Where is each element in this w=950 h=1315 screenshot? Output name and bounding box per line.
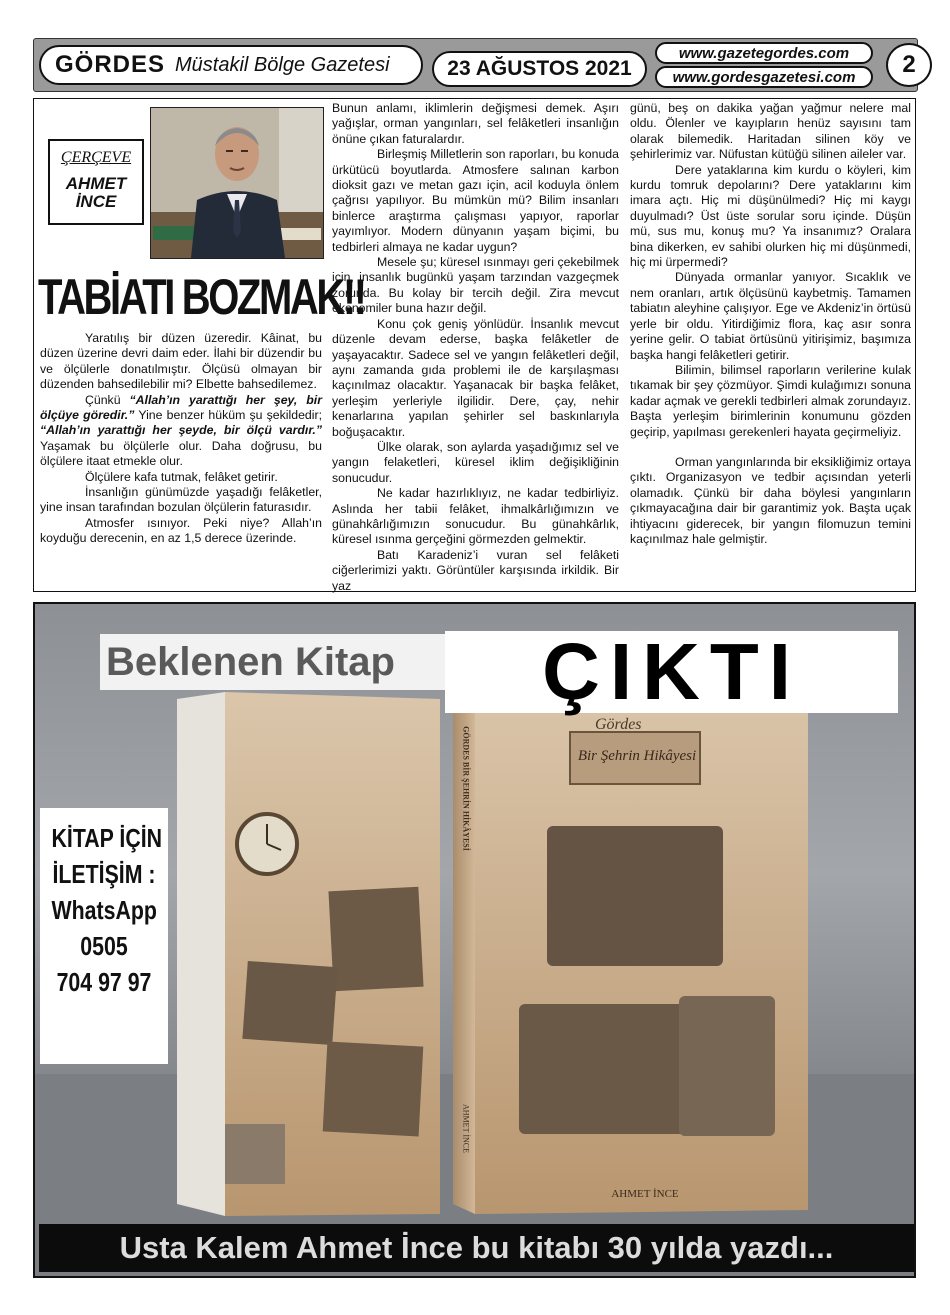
book-author: AHMET İNCE: [611, 1188, 679, 1200]
paragraph: Dünyada ormanlar yanıyor. Sıcaklık ve nem oranları, artık ölçüsünü kaybetmiş. Tamamen tabiatın aleyhine çalışıyor. Ege ve Akdeniz’in örtüsü yerle bir oldu. Yitirdiğimiz flora, kaç asır sonra yerine gelir. O tabiat örtüsünü yitirişimiz, başımıza başka hangi felâketleri getirir.: [630, 270, 911, 362]
book-spine-author: AHMET İNCE: [461, 1104, 471, 1153]
book-title-banner-text: Bir Şehrin Hikâyesi: [577, 748, 697, 764]
article-column-3: [630, 101, 911, 547]
paragraph: Birleşmiş Milletlerin son raporları, bu konuda ürkütücü boyutlarda. Atmosfere salınan karbon dioksit gazı ve metan gazı için, acil koduyla önlem çağrısı yapılıyor. Bu mümkün mü? Bilim insanları binlerce araştırma çalışması yapıyor, raporlar yayımlıyor. Modern dünyanın yaşam biçimi, bu tedbirleri almaya ne kadar uygun?: [332, 147, 619, 254]
paragraph: Bunun anlamı, iklimlerin değişmesi demek. Aşırı yağışlar, orman yangınları, sel felâketleri insanlığın önüne çıkan faturalardır.: [332, 101, 619, 146]
paragraph: Bilimin, bilimsel raporların verilerine kulak tıkamak bir şey çözmüyor. Şimdi kulağımızı sonuna kadar açmak ve gerekli tedbirleri almak zorundayız. Başta yerleşim birimlerinin konumunu gözden geçirip, yapılması gerekenleri hayata geçirmeliyiz.: [630, 362, 911, 439]
page-number: 2: [886, 43, 932, 87]
ad-bottom-caption: Usta Kalem Ahmet İnce bu kitabı 30 yılda yazdı...: [39, 1224, 914, 1272]
paragraph-with-quotes: Çünkü “Allah’ın yarattığı her şey, bir ölçüye göredir.” Yine benzer hüküm şu şekildedir; “Allah’ın yarattığı her şeyde, bir ölçü vardır.” Yaşamak bu ölçülerle olur. Daha doğrusu, bu ölçülere itaat etmekle olur.: [40, 392, 322, 469]
author-name-line1: AHMET: [65, 174, 127, 193]
paragraph: İnsanlığın günümüzde yaşadığı felâketler, yine insan tarafından bozulan ölçülerin faturasıdır.: [40, 485, 322, 515]
quote: “Allah’ın yarattığı her şeyde, bir ölçü vardır.”: [40, 423, 322, 438]
article-box: [33, 98, 916, 592]
paragraph: Konu çok geniş yönlüdür. İnsanlık mevcut düzenle devam ederse, başka felâketler de yaşayacaktır. Sadece sel ve yangın felâketleri değil, aynı zamanda gıda problemi ile de karşılaşması kaçınılmaz olacaktır. Yaşanacak bir başka felâket, yerleşim yerleriyle ilgilidir. Dere, çay, nehir kenarlarına yapılan şehirler sel baskınlarıyla boğuşacaktır.: [332, 316, 619, 439]
website-link-1[interactable]: www.gazetegordes.com: [655, 42, 873, 64]
paragraph: Orman yangınlarında bir eksikliğimiz ortaya çıktı. Organizasyon ve tedbir açısından yeterli olamadık. Çünkü bir daha böylesi yangınların çıkmayacağına dair bir garantimiz yok. Başta uçak ihtiyacını giderecek, bir yangın filomuzun temini kaçınılmaz hale gelmiştir.: [630, 454, 911, 546]
article-column-2: [332, 101, 619, 594]
masthead-bar: [33, 38, 918, 92]
book-advertisement: [33, 602, 916, 1278]
phone-number-part2[interactable]: 704 97 97: [56, 967, 152, 997]
paragraph: Yaratılış bir düzen üzeredir. Kâinat, bu düzen üzerine devri daim eder. İlahi bir düzendir bu ve ölçülerle donatılmıştır. Ölçüsü olmayan bir düzenden bahsedilebilir mi? Elbette bahsedilemez.: [40, 331, 322, 392]
ad-headline-right: ÇIKTI: [445, 631, 898, 713]
contact-box: [40, 808, 168, 1064]
contact-line: KİTAP İÇİN: [51, 823, 163, 853]
book-title-small: Gördes: [595, 716, 642, 733]
paragraph: Dere yataklarına kim kurdu o köyleri, kim kurdu tomruk depolarını? Dere yataklarını kim imara açtı. Hiç mi düşünülmedi? Hiç mi kaygı duyulmadı? Üst üste sorular soru içinde. Düşün mü, sus mu, konuş mu? Ya insanımız? Oralara bina dikerken, ev sahibi olurken hiç mi düşünmedi, hiç mi ürpermedi?: [630, 162, 911, 270]
newspaper-subtitle: Müstakil Bölge Gazetesi: [175, 53, 390, 76]
author-portrait-icon: [151, 108, 323, 258]
paragraph: Mesele şu; küresel ısınmayı geri çekebilmek için, insanlık bugünkü yaşam tarzından vazgeçmek zorunda. Bu kolay bir tercih değil. Zira mevcut ekonomiler buna hazır değil.: [332, 255, 619, 316]
paragraph: Atmosfer ısınıyor. Peki niye? Allah’ın koyduğu derecenin, en az 1,5 derece üzerinde.: [40, 515, 322, 546]
issue-date: 23 AĞUSTOS 2021: [432, 51, 647, 87]
whatsapp-label: WhatsApp: [51, 895, 157, 925]
paragraph: Ülke olarak, son aylarda yaşadığımız sel ve yangın felaketleri, küresel iklim değişikliğinin sonucudur.: [332, 439, 619, 485]
column-label-box: [48, 139, 144, 225]
paragraph: Ölçülere kafa tutmak, felâket getirir.: [85, 469, 278, 484]
quote: “Allah’ın yarattığı her şey, bir ölçüye göredir.”: [40, 392, 322, 423]
column-label: ÇERÇEVE: [60, 149, 132, 166]
article-column-1: [40, 331, 322, 547]
masthead-name: [39, 45, 423, 85]
paragraph: Batı Karadeniz’i vuran sel felâketi ciğerlerimizi yaktı. Görüntüler karşısında irkildik. Bir yaz: [332, 547, 619, 593]
author-photo: [150, 107, 324, 259]
contact-line: İLETİŞİM :: [52, 859, 156, 889]
website-link-2[interactable]: www.gordesgazetesi.com: [655, 66, 873, 88]
phone-number-part1[interactable]: 0505: [80, 931, 128, 961]
paragraph: günü, beş on dakika yağan yağmur nelere mal oldu. Ölenler ve kayıpların henüz sayısını tam olarak bilemedik. Haritadan silinen köy ve şehirlerimiz var. Nüfustan kütüğü silinen aileler var.: [630, 101, 911, 162]
article-headline: TABİATI BOZMAK!!: [38, 269, 365, 325]
book-spine-title: GÖRDES BİR ŞEHRİN HİKÂYESİ: [461, 726, 471, 851]
author-name-line2: İNCE: [75, 192, 117, 211]
newspaper-brand: GÖRDES: [55, 51, 166, 78]
ad-headline-left: Beklenen Kitap: [100, 634, 445, 690]
paragraph: Ne kadar hazırlıklıyız, ne kadar tedbirliyiz. Aslında her tabii felâket, ihmalkârlığımızın ve günahkârlığımızın sonucudur. Bu günahkârlık, küresel ısınma gerçeğini görmezden gelmektir.: [332, 486, 619, 547]
